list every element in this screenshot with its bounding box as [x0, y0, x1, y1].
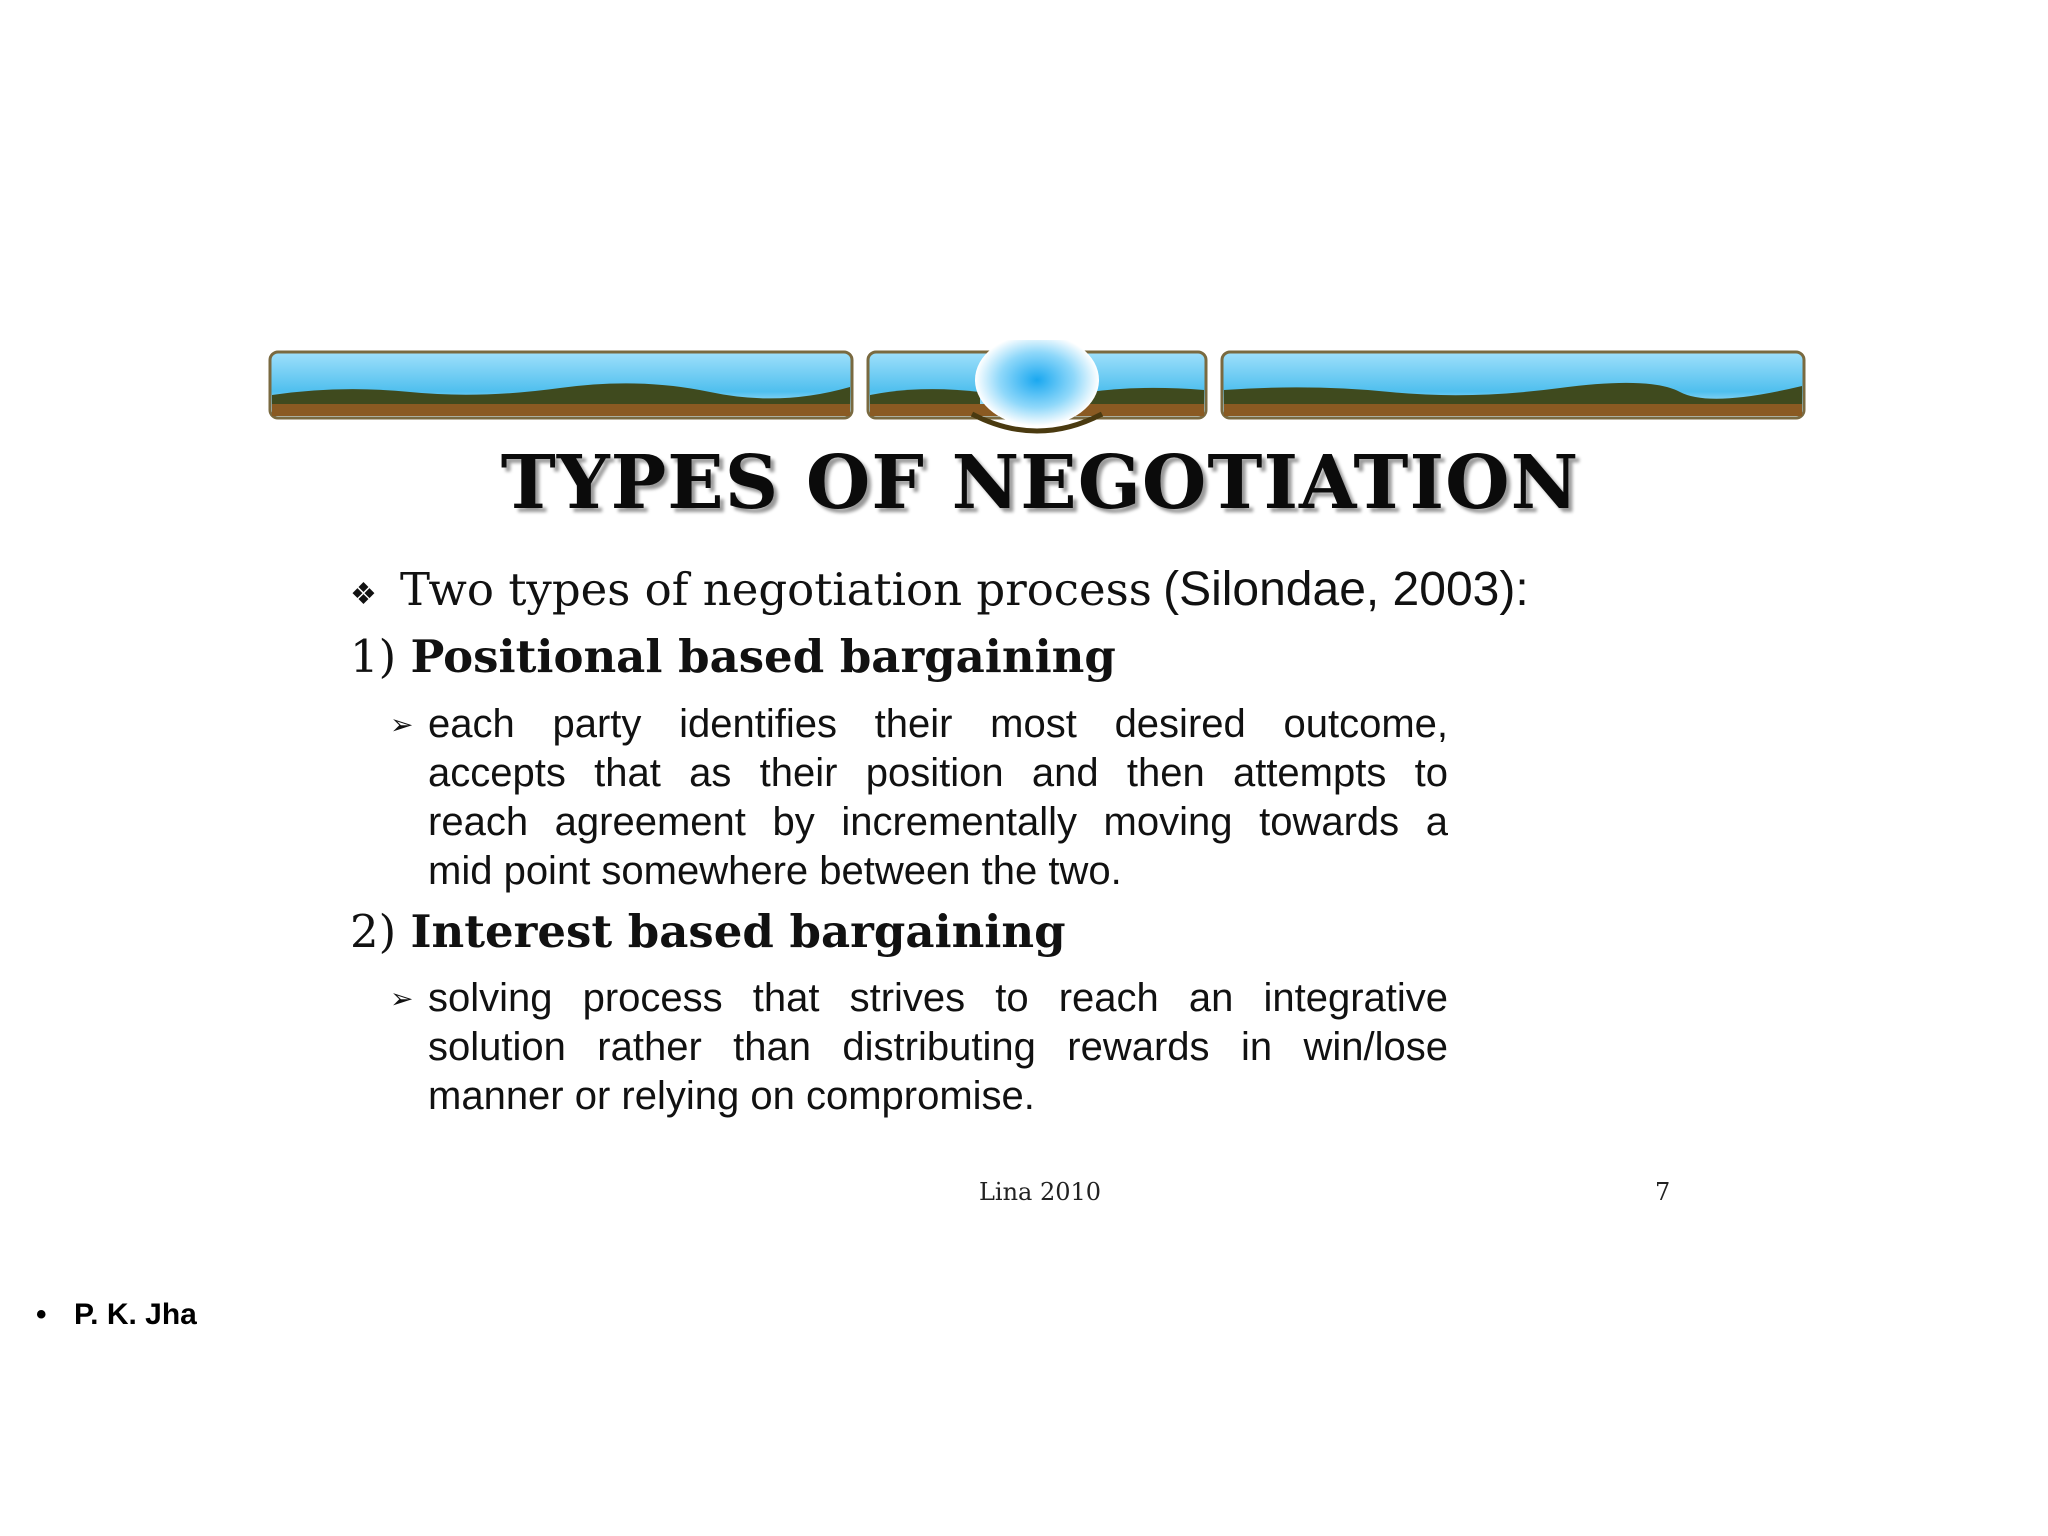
arrow-bullet-icon: ➢ [390, 709, 414, 740]
slide-image [260, 340, 1820, 1220]
footer-source: Lina 2010 [978, 1178, 1102, 1206]
intro-line [350, 562, 1529, 617]
landscape-banner [260, 340, 1820, 440]
description-line: mid point somewhere between the two. [428, 849, 1122, 893]
footer-page-number: 7 [1655, 1178, 1671, 1206]
diamond-bullet-icon: ❖ [350, 578, 377, 612]
item-heading-interest [350, 905, 1066, 958]
item-number: 2) [350, 905, 397, 958]
banner-right-panel [1222, 352, 1804, 418]
arrow-bullet-icon: ➢ [390, 983, 414, 1014]
item-heading-text: Interest based bargaining [410, 905, 1066, 958]
item-heading-positional [350, 630, 1116, 683]
author-name: P. K. Jha [74, 1298, 197, 1331]
item-heading-text: Positional based bargaining [410, 630, 1116, 683]
description-line: solution rather than distributing rewards in win/lose [428, 1025, 1448, 1069]
bullet-icon: • [36, 1298, 47, 1331]
item-number: 1) [350, 630, 397, 683]
description-line: solving process that strives to reach an integrative [428, 976, 1448, 1020]
description-line: reach agreement by incrementally moving towards a [428, 800, 1448, 844]
item-description-positional [390, 700, 1448, 896]
banner-left-panel [270, 352, 852, 418]
intro-text: Two types of negotiation process [400, 563, 1152, 616]
item-description-interest [390, 974, 1448, 1121]
description-line: manner or relying on compromise. [428, 1074, 1035, 1118]
description-line: accepts that as their position and then attempts to [428, 751, 1448, 795]
intro-citation: (Silondae, 2003): [1163, 563, 1529, 616]
slide-title: TYPES OF NEGOTIATION [500, 440, 1580, 526]
banner-middle-panel [868, 340, 1206, 431]
description-line: each party identifies their most desired outcome, [428, 702, 1448, 746]
author-bullet-item [36, 1298, 197, 1332]
